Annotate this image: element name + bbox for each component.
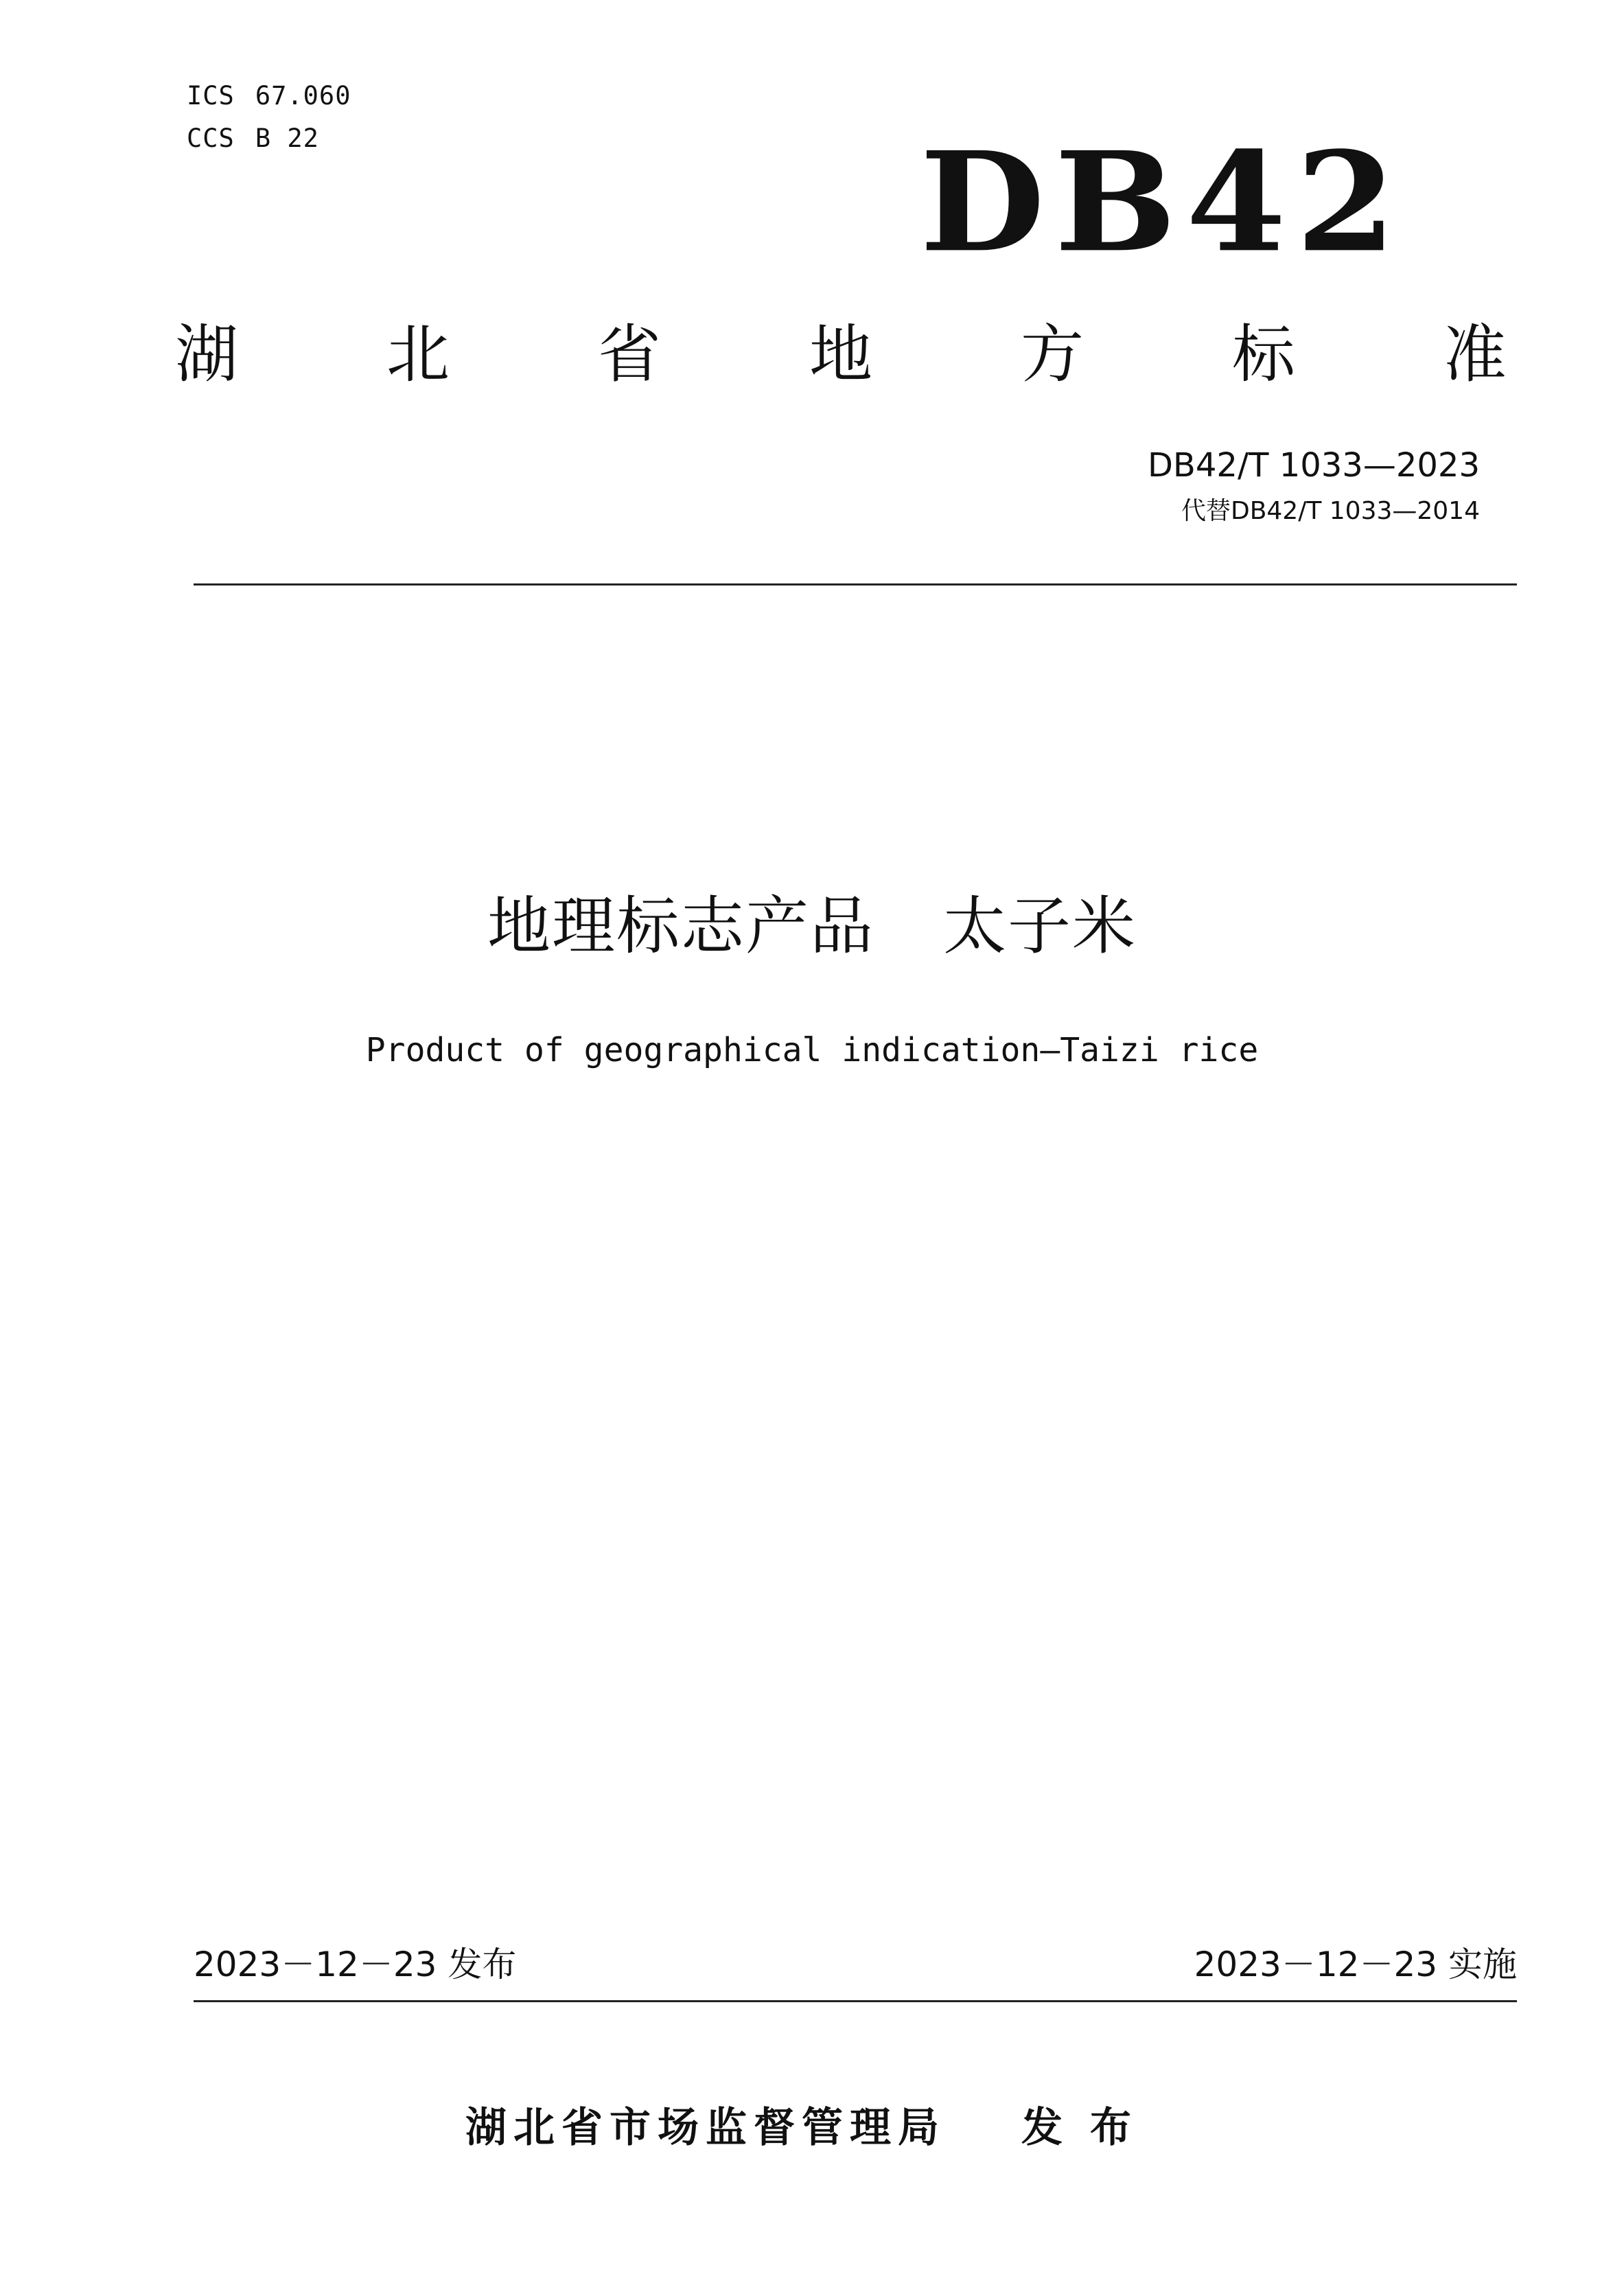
standard-type-title [175,310,1507,399]
standard-type-char: 地 [809,318,872,391]
ics-code [187,81,351,111]
ccs-code [187,124,319,154]
implement-date: 2023－12－23 实施 [1194,1945,1517,1984]
ics-label: ICS [187,81,235,111]
publisher-line [0,2100,1624,2155]
title-cn-part2: 太子米 [943,890,1137,963]
ccs-value: B 22 [255,124,319,153]
db-code-logo: DB42 [920,121,1406,283]
standard-type-char: 标 [1231,318,1295,391]
ccs-label: CCS [187,124,235,153]
header-divider [194,583,1517,585]
title-chinese [0,885,1624,968]
standard-number: DB42/T 1033—2023 [1147,446,1480,485]
standard-type-char: 省 [597,318,661,391]
ics-value: 67.060 [255,81,351,111]
title-cn-part1: 地理标志产品 [487,890,874,963]
standard-type-char: 方 [1020,318,1084,391]
standard-type-char: 准 [1443,318,1507,391]
publish-date: 2023－12－23 发布 [194,1945,517,1984]
title-english: Product of geographical indication—Taizi rice [365,1031,1259,1069]
standard-type-char: 湖 [175,318,239,391]
footer-divider [194,2000,1517,2002]
publisher-name: 湖北省市场监督管理局 [465,2104,946,2152]
replaces-standard: 代替DB42/T 1033—2014 [1181,497,1480,525]
standard-type-char: 北 [386,318,450,391]
publisher-action: 发布 [1021,2104,1159,2152]
